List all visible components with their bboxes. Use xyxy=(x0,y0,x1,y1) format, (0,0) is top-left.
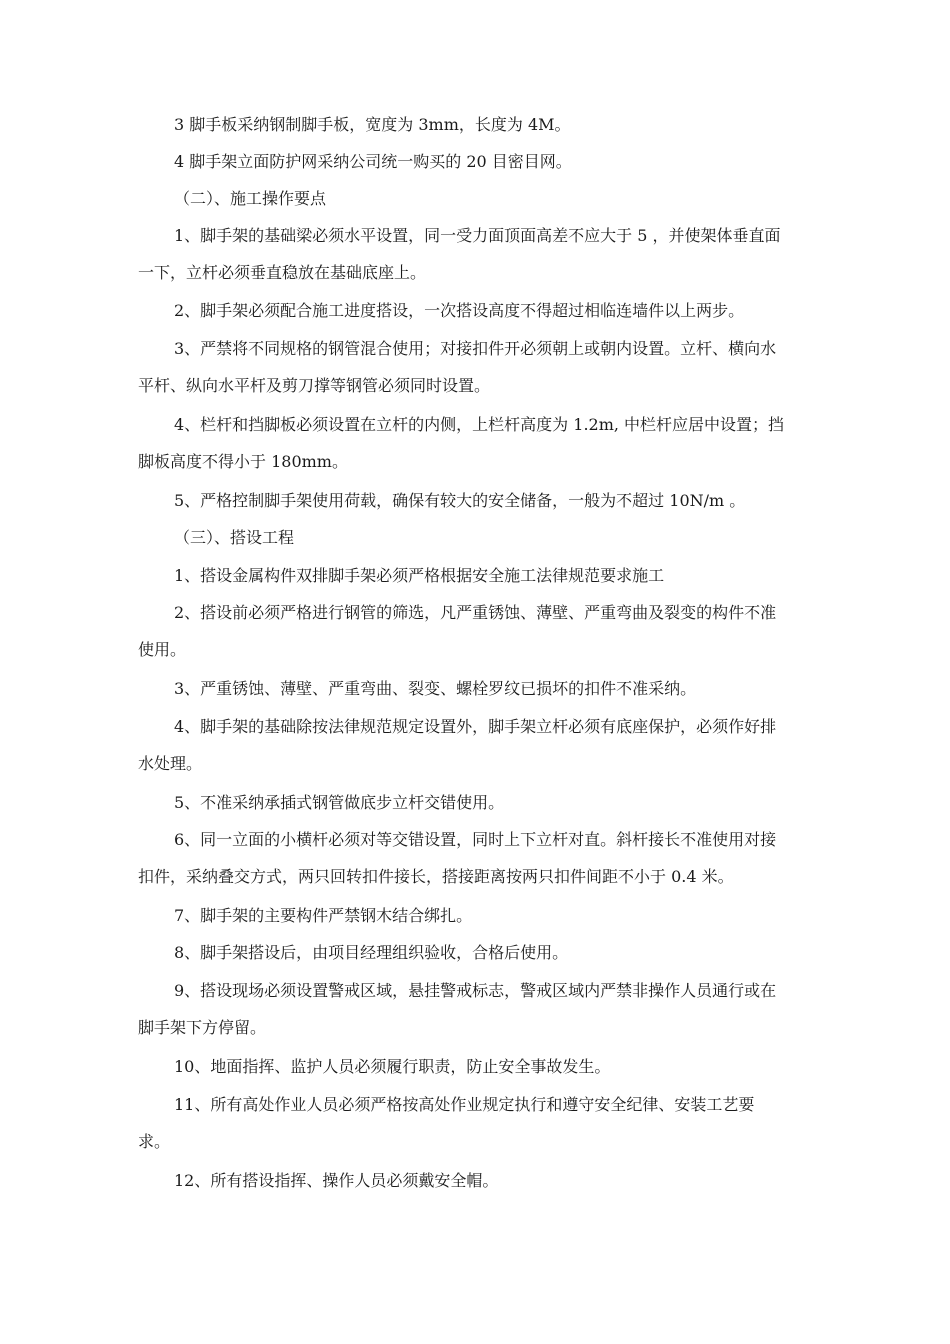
paragraph-line: 11、所有高处作业人员必须严格按高处作业规定执行和遵守安全纪律、安装工艺要 xyxy=(174,1095,755,1114)
paragraph-line: 3、严重锈蚀、薄壁、严重弯曲、裂变、螺栓罗纹已损坏的扣件不准采纳。 xyxy=(174,679,697,698)
paragraph xyxy=(138,821,838,895)
paragraph xyxy=(138,594,838,668)
paragraph-line: 5、严格控制脚手架使用荷载，确保有较大的安全储备，一般为不超过 10N/m 。 xyxy=(174,491,746,510)
paragraph-line: 3、严禁将不同规格的钢管混合使用；对接扣件开必须朝上或朝内设置。立杆、横向水 xyxy=(174,339,777,358)
paragraph-line: 扣件，采纳叠交方式，两只回转扣件接长，搭接距离按两只扣件间距不小于 0.4 米。 xyxy=(138,867,734,886)
paragraph xyxy=(138,708,838,782)
paragraph xyxy=(138,217,838,291)
paragraph-line: 脚手架下方停留。 xyxy=(138,1018,267,1037)
paragraph xyxy=(138,292,838,329)
paragraph-line: 2、脚手架必须配合施工进度搭设，一次搭设高度不得超过相临连墙件以上两步。 xyxy=(174,301,745,320)
paragraph xyxy=(138,972,838,1046)
paragraph xyxy=(138,482,838,519)
paragraph xyxy=(138,106,838,143)
paragraph-line: 水处理。 xyxy=(138,754,203,773)
paragraph-line: （三）、搭设工程 xyxy=(174,528,295,547)
paragraph-line: 1、搭设金属构件双排脚手架必须严格根据安全施工法律规范要求施工 xyxy=(174,566,665,585)
paragraph xyxy=(138,406,838,480)
paragraph-line: 12、所有搭设指挥、操作人员必须戴安全帽。 xyxy=(174,1171,499,1190)
paragraph-line: 一下，立杆必须垂直稳放在基础底座上。 xyxy=(138,263,427,282)
paragraph-line: 使用。 xyxy=(138,640,187,659)
paragraph xyxy=(138,1048,838,1085)
paragraph-line: 5、不准采纳承插式钢管做底步立杆交错使用。 xyxy=(174,793,505,812)
paragraph-line: 3 脚手板采纳钢制脚手板，宽度为 3mm，长度为 4M。 xyxy=(174,115,571,134)
paragraph-line: 4、栏杆和挡脚板必须设置在立杆的内侧，上栏杆高度为 1.2m, 中栏杆应居中设置；挡 xyxy=(174,415,785,434)
paragraph xyxy=(138,670,838,707)
paragraph-line: 7、脚手架的主要构件严禁钢木结合绑扎。 xyxy=(174,906,473,925)
paragraph xyxy=(138,934,838,971)
paragraph-line: 平杆、纵向水平杆及剪刀撑等钢管必须同时设置。 xyxy=(138,376,491,395)
paragraph xyxy=(138,784,838,821)
paragraph xyxy=(138,330,838,404)
paragraph-line: 2、搭设前必须严格进行钢管的筛选，凡严重锈蚀、薄壁、严重弯曲及裂变的构件不准 xyxy=(174,603,777,622)
paragraph xyxy=(138,1086,838,1160)
paragraph-line: 4、脚手架的基础除按法律规范规定设置外，脚手架立杆必须有底座保护，必须作好排 xyxy=(174,717,777,736)
paragraph-line: 脚板高度不得小于 180mm。 xyxy=(138,452,348,471)
section-heading xyxy=(138,180,838,217)
section-heading xyxy=(138,519,838,556)
paragraph xyxy=(138,143,838,180)
paragraph xyxy=(138,897,838,934)
paragraph-line: 9、搭设现场必须设置警戒区域，悬挂警戒标志，警戒区域内严禁非操作人员通行或在 xyxy=(174,981,777,1000)
paragraph-line: 8、脚手架搭设后，由项目经理组织验收，合格后使用。 xyxy=(174,943,569,962)
paragraph-line: （二）、施工操作要点 xyxy=(174,189,327,208)
paragraph-line: 4 脚手架立面防护网采纳公司统一购买的 20 目密目网。 xyxy=(174,152,572,171)
paragraph-line: 6、同一立面的小横杆必须对等交错设置，同时上下立杆对直。斜杆接长不准使用对接 xyxy=(174,830,777,849)
paragraph xyxy=(138,1162,838,1199)
paragraph-line: 求。 xyxy=(138,1132,171,1151)
paragraph xyxy=(138,557,838,594)
paragraph-line: 1、脚手架的基础梁必须水平设置，同一受力面顶面高差不应大于 5 ，并使架体垂直面 xyxy=(174,226,781,245)
paragraph-line: 10、地面指挥、监护人员必须履行职责，防止安全事故发生。 xyxy=(174,1057,611,1076)
